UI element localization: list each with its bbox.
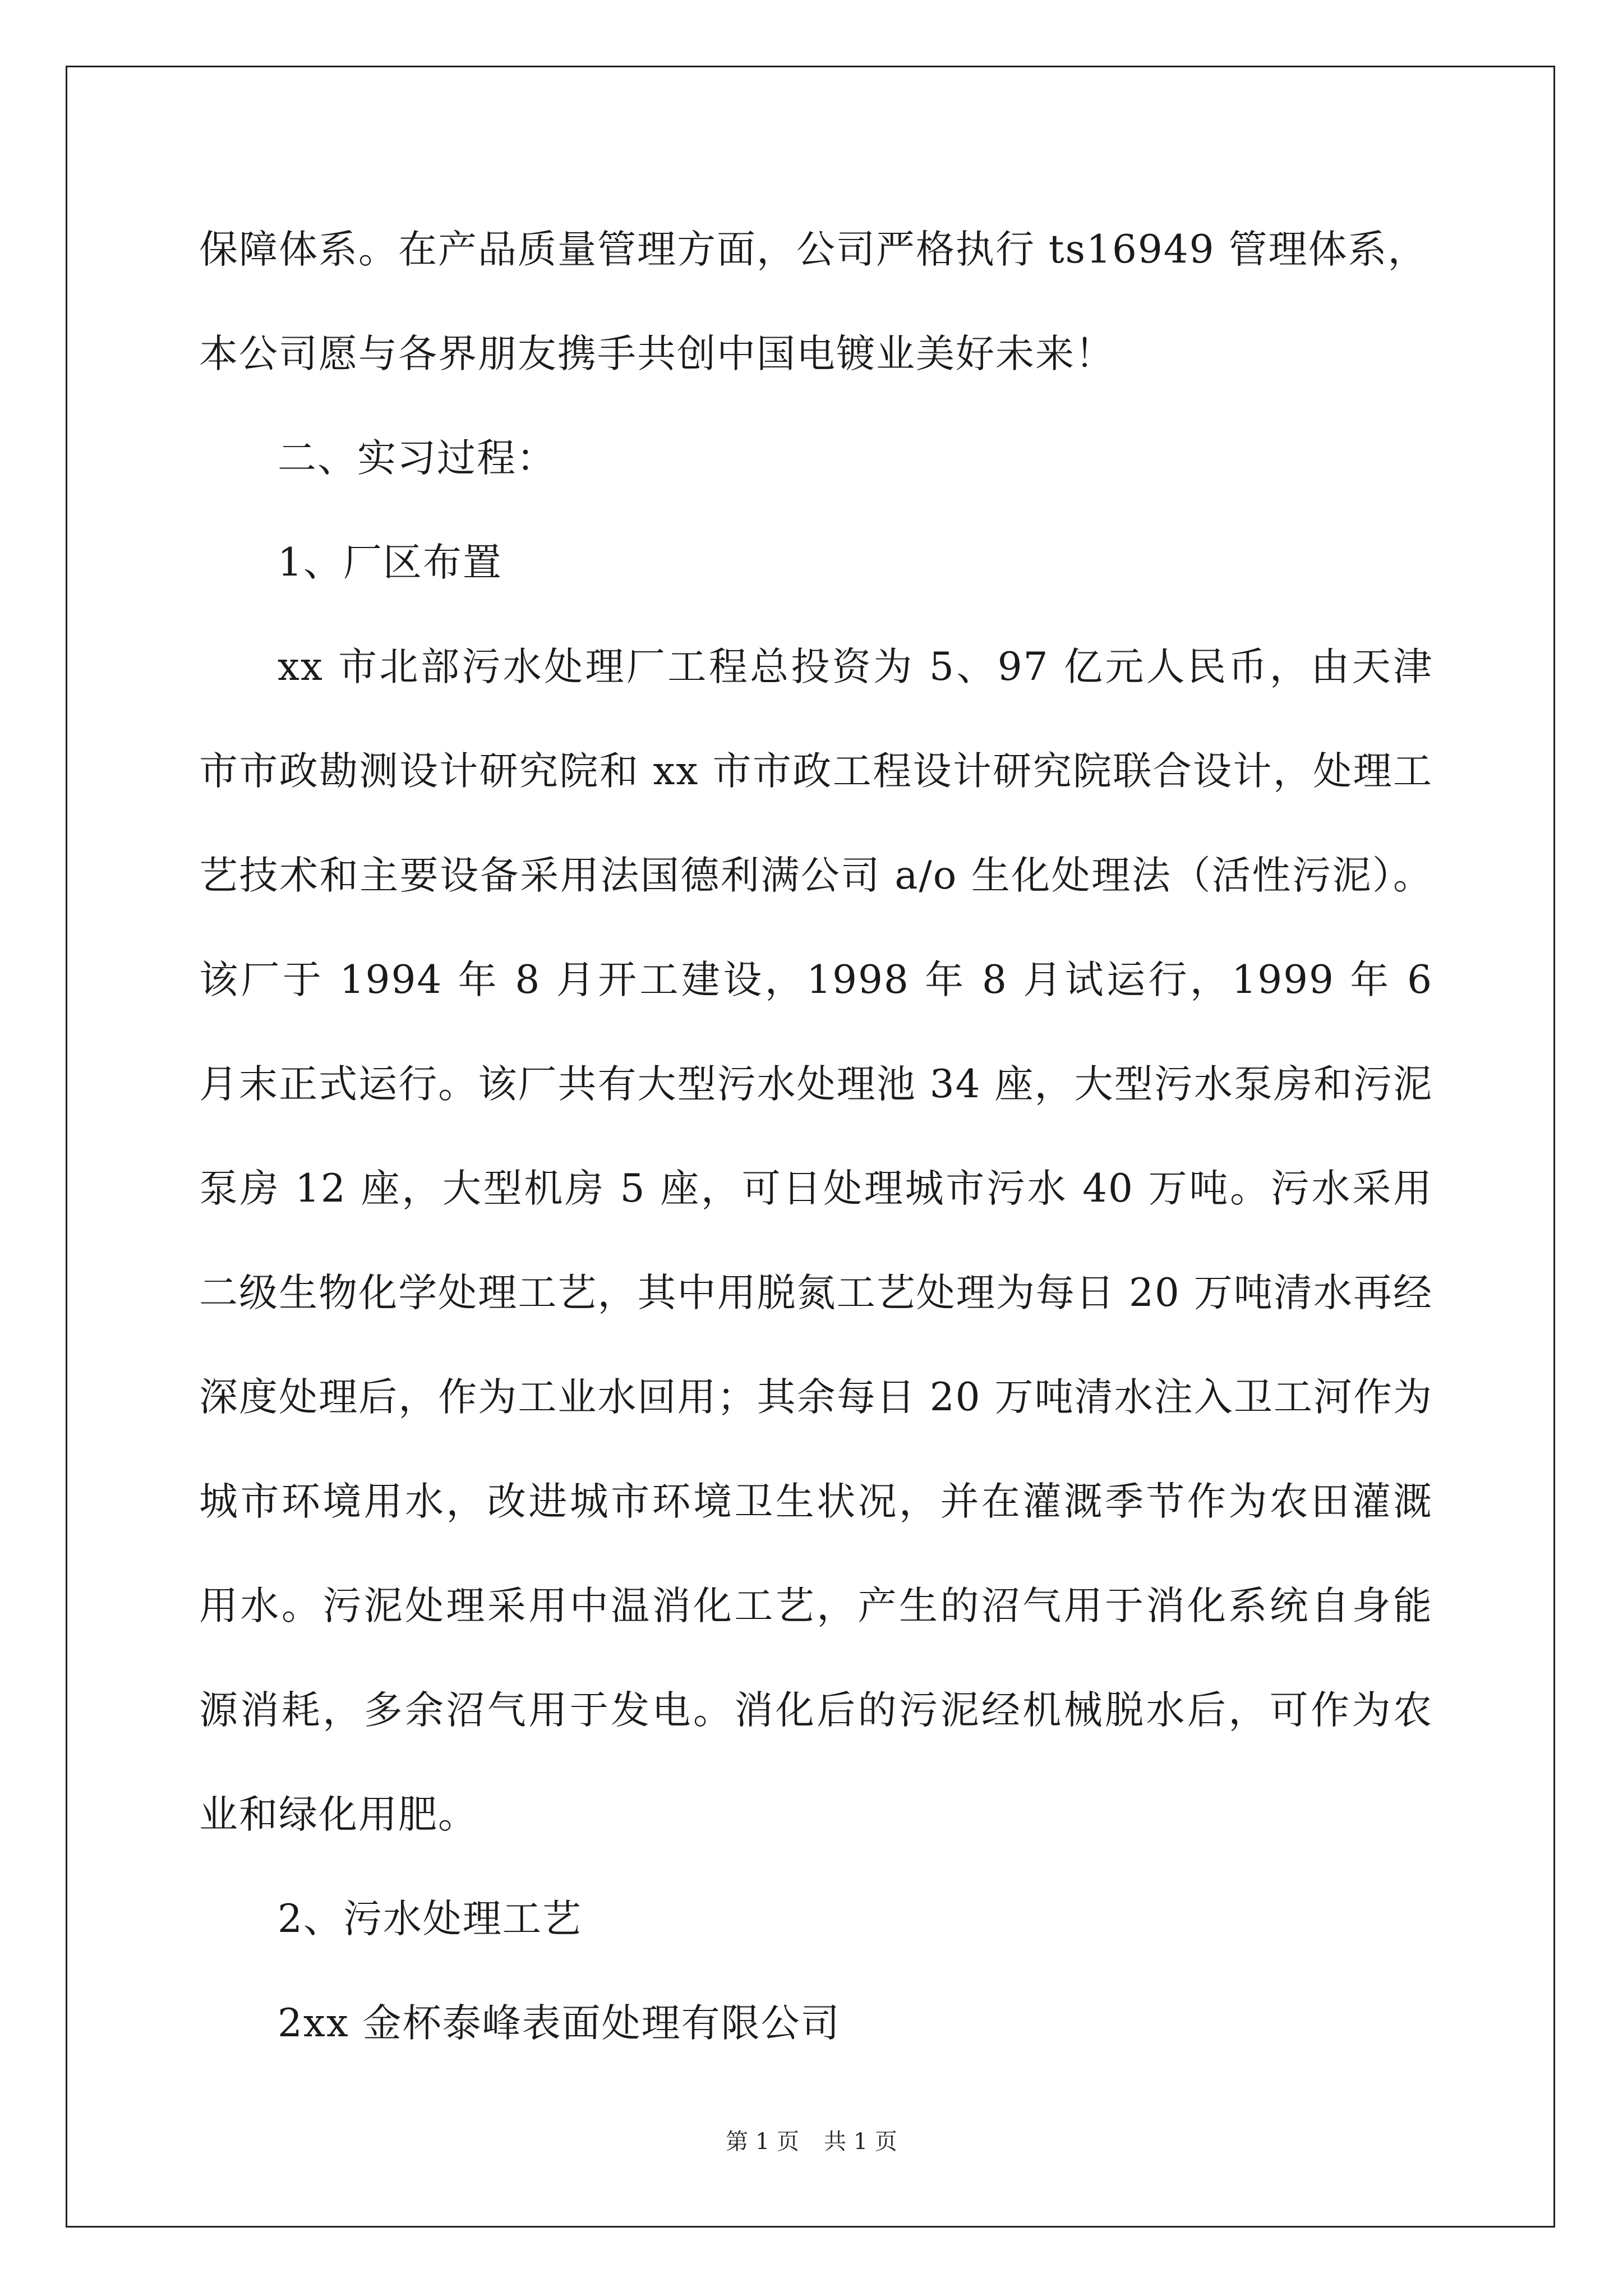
paragraph-company-name: 2xx 金杯泰峰表面处理有限公司: [278, 2001, 841, 2046]
paragraph-1: 保障体系。在产品质量管理方面，公司严格执行 ts16949 管理体系，: [199, 227, 1428, 272]
subheading-treatment-process: 2、污水处理工艺: [278, 1897, 582, 1941]
document-body: [199, 197, 1433, 2076]
paragraph-plant-description: xx 市北部污水处理厂工程总投资为 5、97 亿元人民币，由天津市市政勘测设计研究院和 xx 市市政工程设计研究院联合设计，处理工艺技术和主要设备采用法国德利满公司 a/o 生化处理法（活性污泥）。该厂于 1994 年 8 月开工建设，1998 年 8 月试运行，1999 年 6 月末正式运行。该厂共有大型污水处理池 34 座，大型污水泵房和污泥泵房 12 座，大型机房 5 座，可日处理城市污水 40 万吨。污水采用二级生物化学处理工艺，其中用脱氮工艺处理为每日 20 万吨清水再经深度处理后，作为工业水回用；其余每日 20 万吨清水注入卫工河作为城市环境用水，改进城市环境卫生状况，并在灌溉季节作为农田灌溉用水。污泥处理采用中温消化工艺，产生的沼气用于消化系统自身能源消耗，多余沼气用于发电。消化后的污泥经机械脱水后，可作为农业和绿化用肥。: [199, 645, 1433, 1837]
paragraph-2: 本公司愿与各界朋友携手共创中国电镀业美好未来！: [199, 332, 1115, 376]
page-number-current: 第 1 页: [726, 2129, 799, 2155]
page-footer: [0, 2125, 1623, 2159]
subheading-plant-layout: 1、厂区布置: [278, 540, 502, 585]
section-heading-internship-process: 二、实习过程：: [278, 436, 556, 481]
page-number-total: 共 1 页: [824, 2129, 897, 2155]
